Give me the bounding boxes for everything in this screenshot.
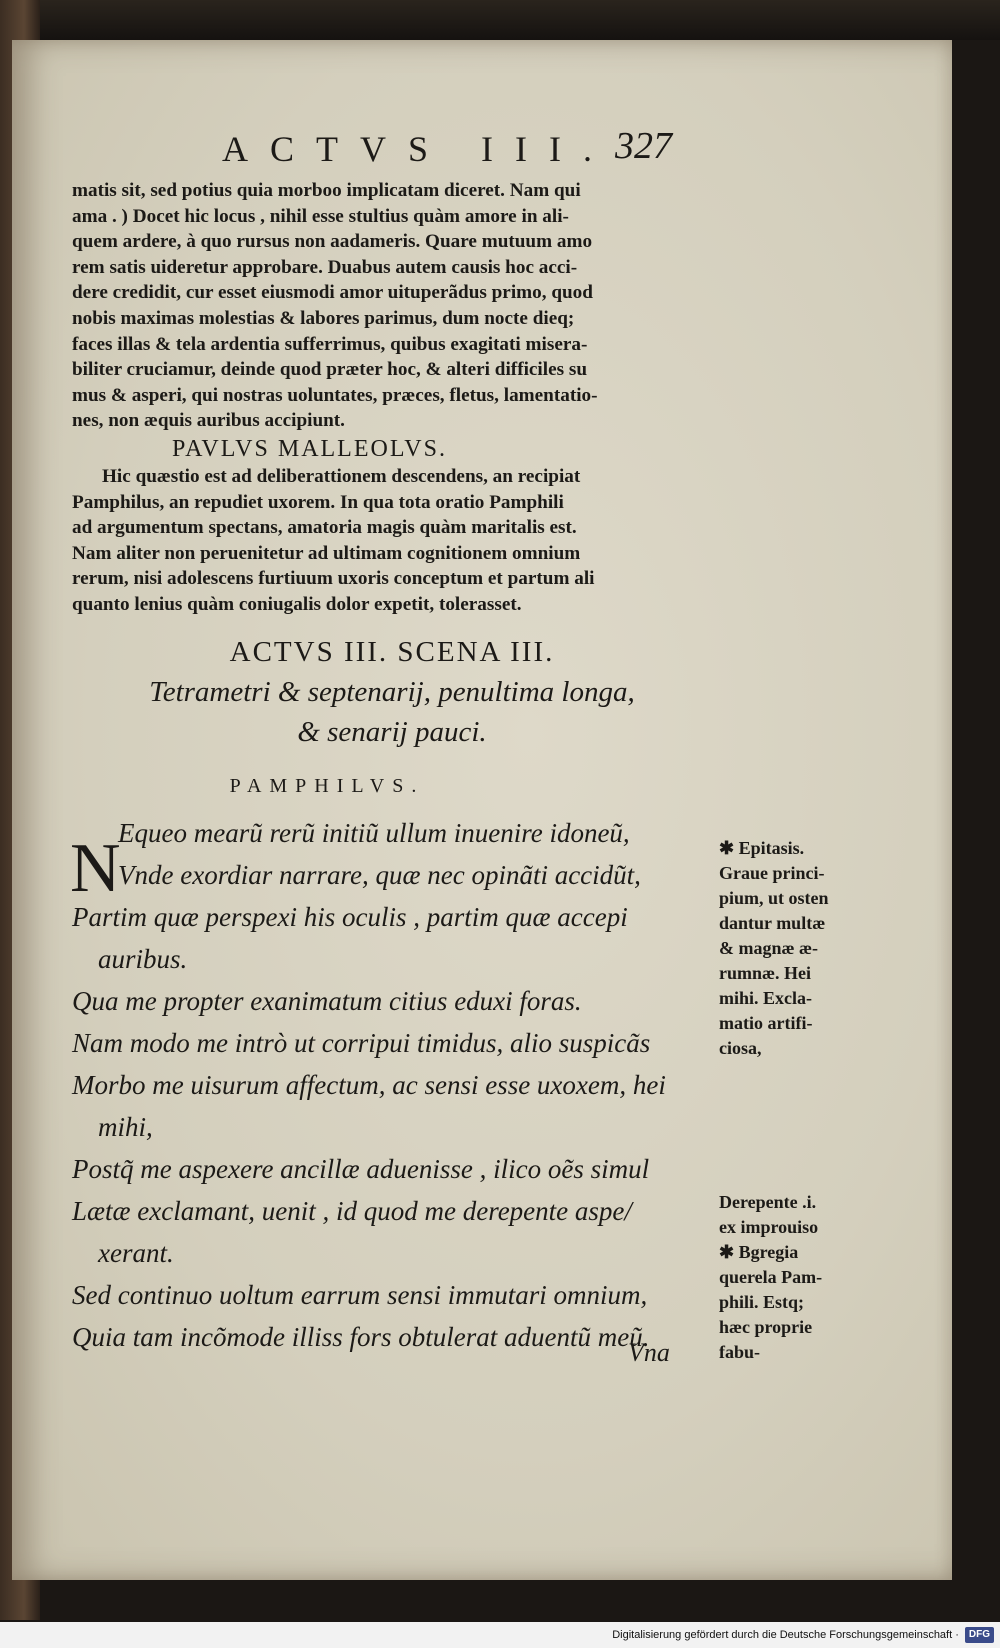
verse-line: Quia tam incõmode illiss fors obtulerat aduentũ meũ. bbox=[72, 1321, 650, 1352]
margin-note-line: & magnæ æ- bbox=[719, 938, 818, 958]
meter-heading: Tetrametri & septenarij, penultima longa, bbox=[149, 675, 635, 708]
commentary-line: ama . ) Docet hic locus , nihil esse stultius quàm amore in ali- bbox=[72, 205, 569, 227]
book-page bbox=[12, 40, 952, 1580]
catchword: Vna bbox=[628, 1338, 670, 1367]
verse-line: Nam modo me intrò ut corripui timidus, alio suspicãs bbox=[72, 1027, 651, 1058]
page-number: 327 bbox=[615, 125, 672, 167]
speaker-name: PAMPHILVS. bbox=[229, 774, 425, 797]
note-line: ad argumentum spectans, amatoria magis quàm maritalis est. bbox=[72, 517, 577, 539]
scene-heading: ACTVS III. SCENA III. bbox=[229, 635, 555, 668]
margin-note-derepente bbox=[719, 1190, 869, 1365]
margin-note-line: hæc proprie bbox=[719, 1317, 813, 1337]
meter-heading-cont: & senarij pauci. bbox=[297, 715, 487, 748]
verse-line: xerant. bbox=[98, 1237, 174, 1268]
margin-note-line: pium, ut osten bbox=[719, 888, 829, 908]
commentary-line: biliter cruciamur, deinde quod præter hoc, & alteri difficiles su bbox=[72, 359, 588, 381]
verse-line: Equeo mearũ rerũ initiũ ullum inuenire idoneũ, bbox=[118, 817, 630, 848]
commentary-line: quem ardere, à quo rursus non aadameris. Quare mutuum amo bbox=[72, 231, 593, 253]
margin-note-line: rumnæ. Hei bbox=[719, 963, 811, 983]
commentary-paragraph bbox=[72, 178, 712, 434]
verse-block bbox=[72, 812, 712, 1358]
margin-note-line: phili. Estq; bbox=[719, 1292, 805, 1312]
margin-note-line: ex improuiso bbox=[719, 1217, 819, 1237]
verse-line: Morbo me uisurum affectum, ac sensi esse uxoxem, hei bbox=[72, 1069, 666, 1100]
malleolus-note bbox=[72, 464, 712, 618]
verse-line: Sed continuo uoltum earrum sensi immutari omnium, bbox=[72, 1279, 648, 1310]
verse-line: auribus. bbox=[98, 943, 188, 974]
verse-line: mihi, bbox=[98, 1111, 153, 1142]
verse-line: Partim quæ perspexi his oculis , partim quæ accepi bbox=[72, 901, 628, 932]
margin-note-line: Graue princi- bbox=[719, 863, 825, 883]
running-head bbox=[72, 125, 712, 178]
margin-note-line: fabu- bbox=[719, 1342, 761, 1362]
margin-note-line: querela Pam- bbox=[719, 1267, 823, 1287]
funding-footer bbox=[0, 1622, 1000, 1648]
verse-line: Qua me propter exanimatum citius eduxi foras. bbox=[72, 985, 582, 1016]
commentary-line: faces illas & tela ardentia sufferrimus, quibus exagitati misera- bbox=[72, 333, 588, 355]
commentary-line: nes, non æquis auribus accipiunt. bbox=[72, 410, 345, 432]
commentary-line: dere credidit, cur esset eiusmodi amor uituperãdus primo, quod bbox=[72, 282, 593, 304]
margin-note-line: matio artifi- bbox=[719, 1013, 813, 1033]
verse-line: Lætæ exclamant, uenit , id quod me derepente aspe/ bbox=[72, 1195, 632, 1226]
verse-line: Vnde exordiar narrare, quæ nec opinãti accidũt, bbox=[118, 859, 641, 890]
commentary-line: rem satis uideretur approbare. Duabus autem causis hoc acci- bbox=[72, 256, 578, 278]
scan-background bbox=[0, 0, 1000, 40]
margin-note-line: ciosa, bbox=[719, 1038, 762, 1058]
commentary-line: mus & asperi, qui nostras uoluntates, præces, fletus, lamentatio- bbox=[72, 384, 598, 406]
author-heading: PAVLVS MALLEOLVS. bbox=[172, 435, 447, 462]
note-line: Hic quæstio est ad deliberattionem descendens, an recipiat bbox=[102, 465, 581, 487]
drop-cap: N bbox=[70, 829, 121, 907]
note-line: quanto lenius quàm coniugalis dolor expetit, tolerasset. bbox=[72, 593, 522, 615]
margin-note-line: Derepente .i. bbox=[719, 1192, 817, 1212]
note-line: Pamphilus, an repudiet uxorem. In qua tota oratio Pamphili bbox=[72, 491, 564, 513]
commentary-line: matis sit, sed potius quia morboo implicatam diceret. Nam qui bbox=[72, 180, 581, 201]
note-line: rerum, nisi adolescens furtiuum uxoris conceptum et partum ali bbox=[72, 568, 595, 590]
margin-note-line: ✱ Epitasis. bbox=[719, 838, 805, 858]
margin-note-line: ✱ Bgregia bbox=[719, 1242, 799, 1262]
text-block bbox=[70, 125, 712, 1358]
verse-line: Postq̃ me aspexere ancillæ aduenisse , ilico oẽs simul bbox=[72, 1153, 650, 1184]
margin-note-line: mihi. Excla- bbox=[719, 988, 812, 1008]
note-line: Nam aliter non peruenitetur ad ultimam cognitionem omnium bbox=[72, 542, 581, 564]
footer-text: Digitalisierung gefördert durch die Deutsche Forschungsgemeinschaft · bbox=[612, 1629, 959, 1641]
margin-note-epitasis bbox=[719, 836, 869, 1061]
running-head-title: ACTVS III. bbox=[222, 129, 614, 169]
commentary-line: nobis maximas molestias & labores parimus, dum nocte dieq; bbox=[72, 307, 575, 329]
margin-note-line: dantur multæ bbox=[719, 913, 826, 933]
dfg-logo: DFG bbox=[965, 1627, 994, 1643]
